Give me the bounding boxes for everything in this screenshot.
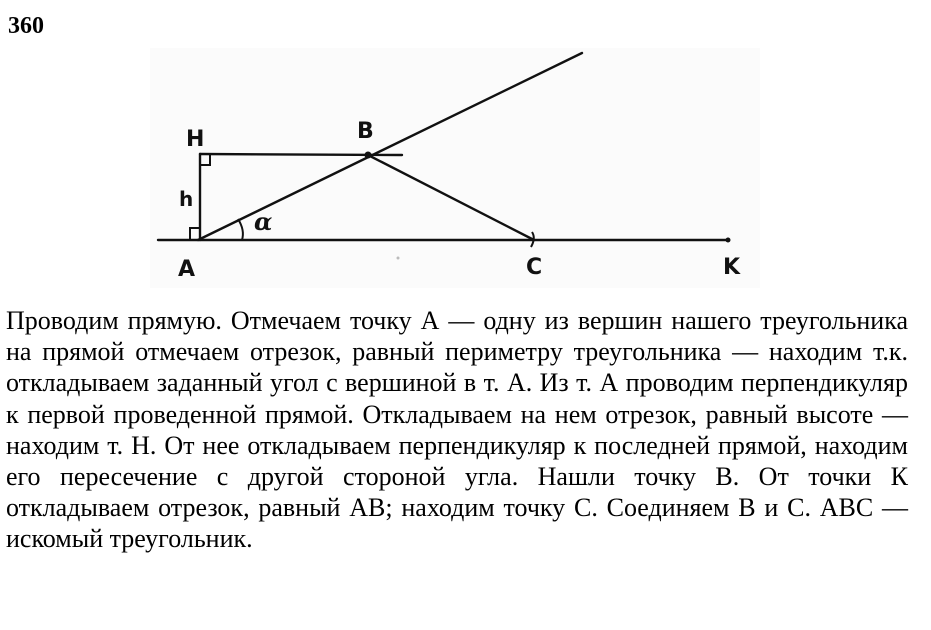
right-angle-mark-a: [190, 228, 200, 240]
label-c: C: [526, 255, 543, 280]
side-bc: [368, 155, 534, 240]
right-angle-mark-h: [200, 154, 210, 165]
point-k: [726, 238, 731, 243]
point-b: [365, 152, 372, 159]
construction-figure: [150, 48, 760, 288]
speck: [397, 257, 400, 260]
label-b: B: [357, 119, 374, 144]
label-a: A: [178, 257, 196, 282]
label-h: H: [186, 127, 205, 152]
problem-number: 360: [8, 13, 44, 39]
label-alpha: α: [254, 207, 273, 236]
label-k: K: [723, 255, 741, 280]
solution-text: Проводим прямую. Отмечаем точку А — одну из вершин нашего треугольника на прямой отмечаем отрезок, равный периметру треугольника — находим т.к. откладываем заданный угол с вершиной в т. А. Из т. А проводим перпендикуляр к первой проведенной прямой. Откладываем на нем отрезок, равный высоте — находим т. Н. От нее откладываем перпендикуляр к последней прямой, находим его пересечение с другой стороной угла. Нашли точку В. От точки К откладываем отрезок, равный АВ; находим точку С. Соединяем В и С. АВС — искомый треугольник.: [6, 306, 908, 554]
parallel-line-hb: [200, 154, 402, 155]
construction-drawing: [150, 48, 760, 288]
label-height-h: h: [179, 187, 194, 211]
angle-arc: [238, 219, 243, 240]
